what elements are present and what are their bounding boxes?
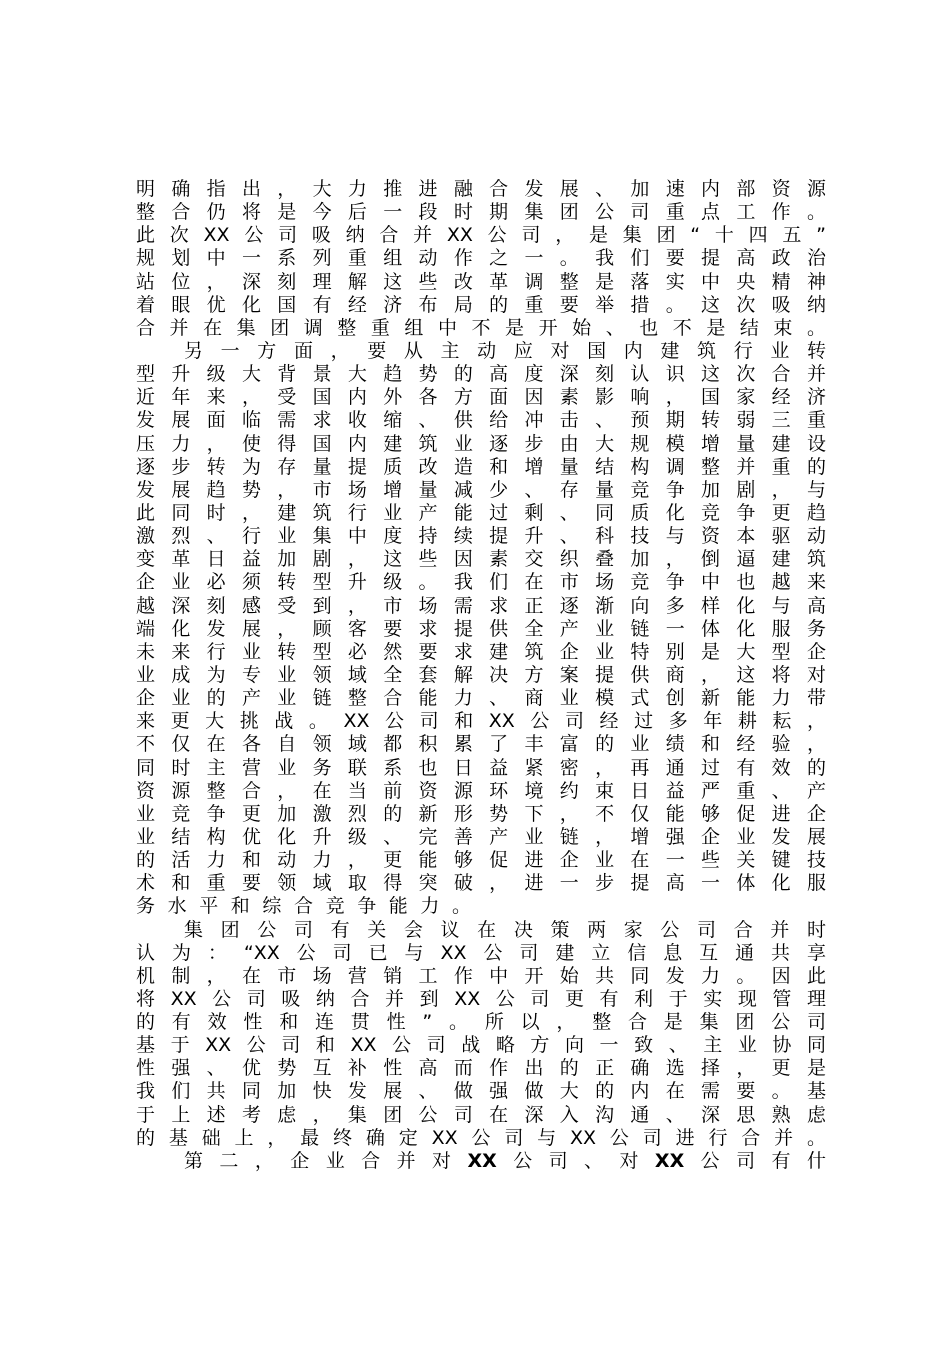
text-line: 越深刻感受到，市场需求正逐渐向多样化与高 (136, 594, 826, 617)
text-line: 激烈、行业集中度持续提升、科技与资本驱动 (136, 525, 826, 548)
text-line: 站位，深刻理解这些改革调整是落实中央精神 (136, 270, 826, 293)
text-line: 明确指出，大力推进融合发展、加速内部资源 (136, 178, 826, 200)
text-line: 业结构优化升级、完善产业链，增强企业发展 (136, 825, 826, 848)
text-line: 着眼优化国有经济布局的重要举措。这次吸纳 (136, 293, 826, 316)
text-line: 此次XX公司吸纳合并XX公司，是集团“十四五” (136, 224, 826, 247)
text-line: 发展趋势，市场增量减少、存量竞争加剧，与 (136, 478, 826, 501)
text-line: 术和重要领域取得突破，进一步提高一体化服 (136, 872, 826, 895)
text-line: 性强、优势互补性高而作出的正确选择，更是 (136, 1057, 826, 1080)
text-segment: 第二，企业合并对 (184, 1149, 468, 1172)
text-line: 规划中一系列重组动作之一。我们要提高政治 (136, 247, 826, 270)
text-line: 压力，使得国内建筑业逐步由大规模增量建设 (136, 432, 826, 455)
document-body (136, 178, 826, 1173)
text-line: 务水平和综合竞争能力。 (136, 895, 484, 918)
text-line: 近年来，受国内外各方面因素影响，国家经济 (136, 386, 826, 409)
text-line: 基于XX公司和XX公司战略方向一致、主业协同 (136, 1034, 826, 1057)
text-line: 变革日益加剧，这些因素交织叠加，倒逼建筑 (136, 548, 826, 571)
text-line: 未来行业转型必然要求建筑企业特别是大型企 (136, 640, 826, 663)
text-segment: 公司、对 (496, 1149, 655, 1172)
text-line: 于上述考虑，集团公司在深入沟通、深思熟虑 (136, 1103, 826, 1126)
text-line-final (136, 1150, 826, 1173)
text-line: 业竞争更加激烈的新形势下，不仅能够促进企 (136, 802, 826, 825)
text-line: 企业的产业链整合能力、商业模式创新能力带 (136, 687, 826, 710)
text-line: 逐步转为存量提质改造和增量结构调整并重的 (136, 455, 826, 478)
text-line: 不仅在各自领域都积累了丰富的业绩和经验， (136, 733, 826, 756)
text-line: 另一方面，要从主动应对国内建筑行业转 (184, 339, 826, 362)
text-line: 业成为专业领域全套解决方案提供商，这将对 (136, 663, 826, 686)
text-line: 我们共同加快发展、做强做大的内在需要。基 (136, 1080, 826, 1103)
text-line: 合并在集团调整重组中不是开始、也不是结束。 (136, 316, 826, 339)
text-line: 来更大挑战。XX公司和XX公司经过多年耕耘， (136, 710, 826, 733)
text-line: 的有效性和连贯性”。所以，整合是集团公司 (136, 1011, 826, 1034)
bold-placeholder: XX (467, 1149, 497, 1172)
text-line: 机制，在市场营销工作中开始共同发力。因此 (136, 964, 826, 987)
text-line: 此同时，建筑行业产能过剩、同质化竞争更趋 (136, 501, 826, 524)
text-line: 整合仍将是今后一段时期集团公司重点工作。 (136, 201, 826, 224)
text-line: 端化发展，顾客要求提供全产业链一体化服务 (136, 617, 826, 640)
text-line: 同时主营业务联系也日益紧密，再通过有效的 (136, 756, 826, 779)
text-line: 的基础上，最终确定XX公司与XX公司进行合并。 (136, 1126, 826, 1149)
text-line: 发展面临需求收缩、供给冲击、预期转弱三重 (136, 409, 826, 432)
text-line: 资源整合，在当前资源环境约束日益严重、产 (136, 779, 826, 802)
bold-placeholder: XX (654, 1149, 685, 1172)
text-line: 型升级大背景大趋势的高度深刻认识这次合并 (136, 363, 826, 386)
text-line: 将XX公司吸纳合并到XX公司更有利于实现管理 (136, 987, 826, 1010)
text-segment: 公司有什 (684, 1149, 826, 1172)
text-line: 集团公司有关会议在决策两家公司合并时 (184, 918, 826, 941)
text-line: 的活力和动力，更能够促进企业在一些关键技 (136, 849, 826, 872)
text-line: 认为：“XX公司已与XX公司建立信息互通共享 (136, 941, 826, 964)
text-line: 企业必须转型升级。我们在市场竞争中也越来 (136, 571, 826, 594)
